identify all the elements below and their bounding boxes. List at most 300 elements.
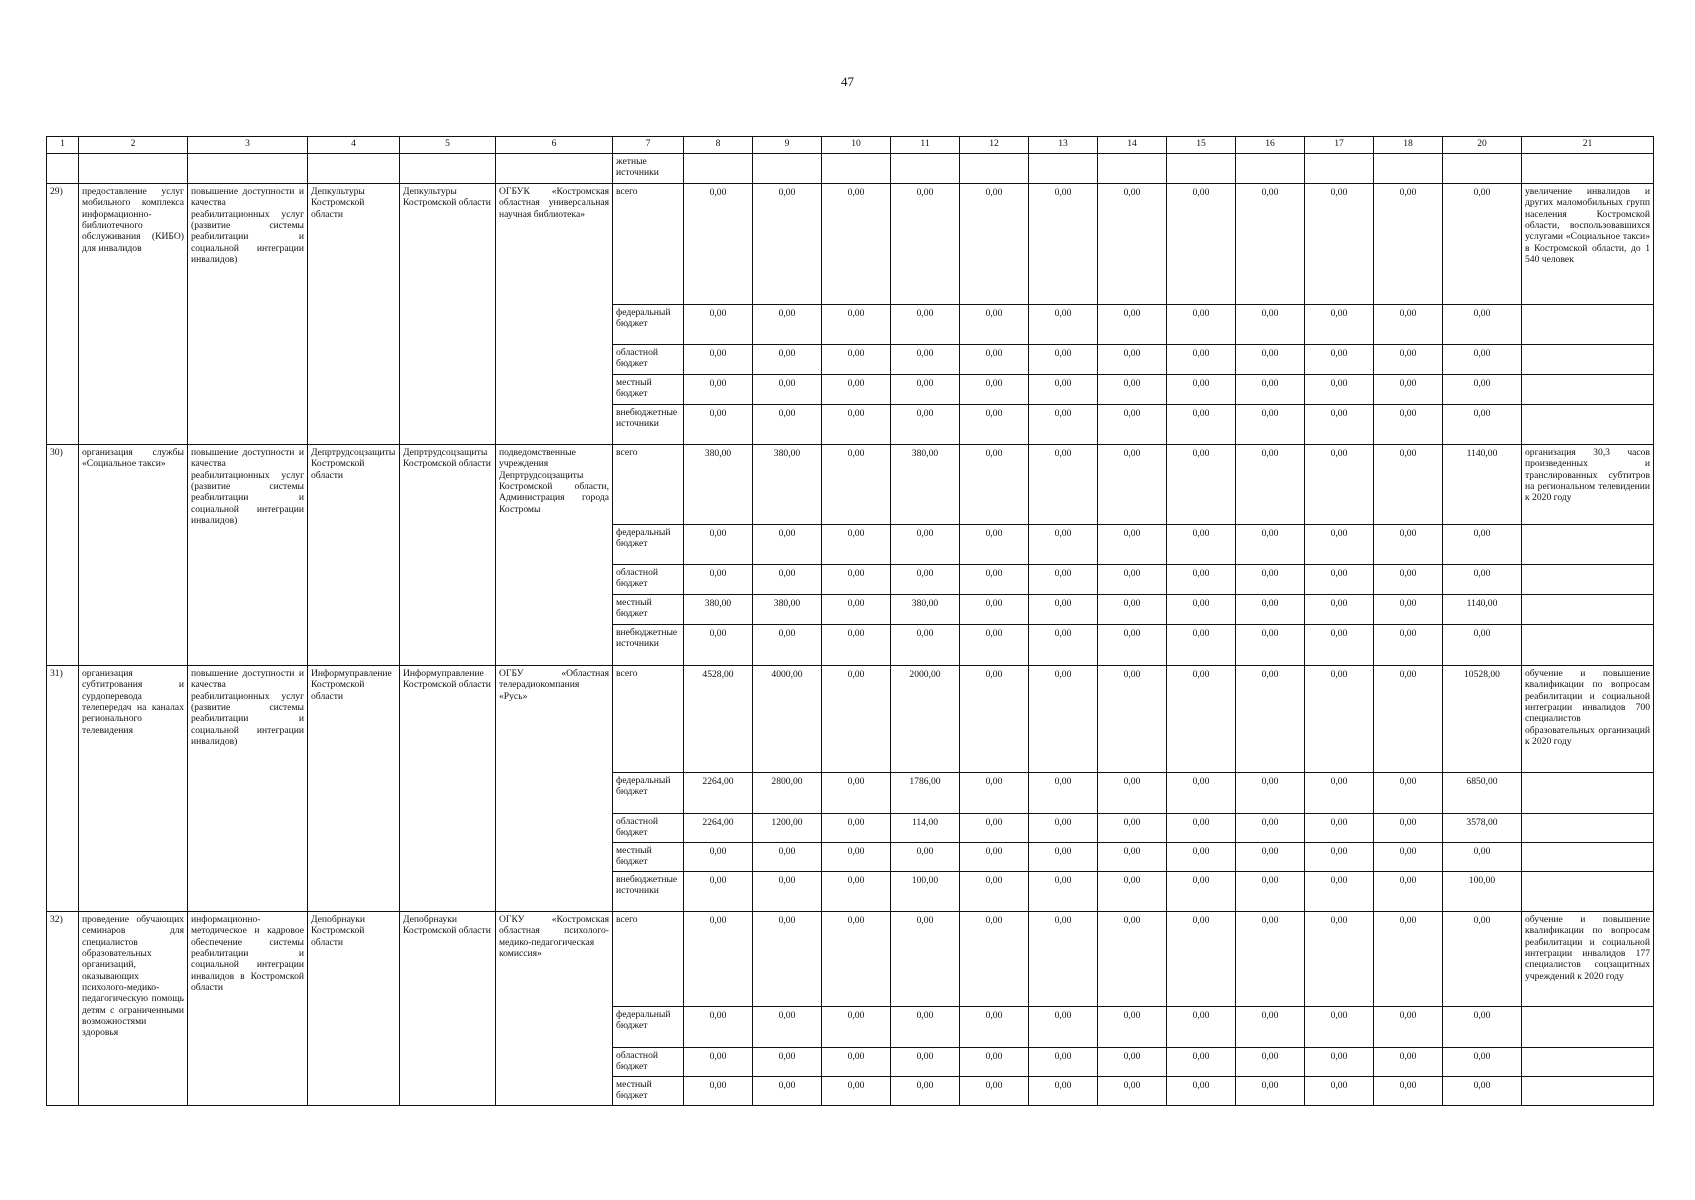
amount-cell: 0,00 — [822, 565, 891, 595]
funding-source-cell: местный бюджет — [613, 1077, 684, 1106]
amount-cell: 0,00 — [960, 445, 1029, 525]
amount-cell: 0,00 — [1236, 305, 1305, 345]
participant-executor: ОГБУК «Костромская областная универсальная научная библиотека» — [496, 184, 613, 445]
column-header: 1 — [47, 137, 79, 154]
empty-result-cell — [1522, 872, 1654, 912]
empty-result-cell — [1522, 565, 1654, 595]
amount-cell: 380,00 — [753, 445, 822, 525]
amount-cell: 0,00 — [822, 445, 891, 525]
amount-cell: 0,00 — [1167, 525, 1236, 565]
amount-cell: 2264,00 — [684, 773, 753, 814]
amount-cell: 0,00 — [1305, 1007, 1374, 1048]
expected-result: обучение и повышение квалификации по вопросам реабилитации и социальной интеграции инвалидов 700 специалистов образовательных организаций к 2020 году — [1522, 666, 1654, 773]
continuation-row — [47, 154, 1654, 184]
row-number: 29) — [47, 184, 79, 445]
amount-cell: 0,00 — [753, 184, 822, 305]
amount-cell: 0,00 — [684, 405, 753, 445]
amount-cell: 0,00 — [684, 375, 753, 405]
amount-cell: 0,00 — [822, 375, 891, 405]
amount-cell: 0,00 — [684, 625, 753, 666]
amount-cell: 0,00 — [684, 305, 753, 345]
amount-cell: 3578,00 — [1443, 814, 1522, 843]
table-row — [47, 912, 1654, 1007]
table-row — [47, 445, 1654, 525]
amount-cell: 0,00 — [753, 405, 822, 445]
amount-cell: 0,00 — [1236, 565, 1305, 595]
amount-cell: 0,00 — [1236, 872, 1305, 912]
funding-source-cell: областной бюджет — [613, 1048, 684, 1077]
amount-cell: 0,00 — [1236, 405, 1305, 445]
coordinator: Депкультуры Костромской области — [308, 184, 400, 445]
amount-cell: 0,00 — [1305, 912, 1374, 1007]
activity-goal: повышение доступности и качества реабилитационных услуг (развитие системы реабилитации и социальной интеграции инвалидов) — [188, 184, 308, 445]
funding-source-cell: всего — [613, 666, 684, 773]
responsible-executor: Депкультуры Костромской области — [400, 184, 496, 445]
amount-cell: 0,00 — [1029, 445, 1098, 525]
amount-cell: 0,00 — [1029, 565, 1098, 595]
amount-cell: 0,00 — [1374, 814, 1443, 843]
amount-cell: 0,00 — [1305, 305, 1374, 345]
amount-cell: 380,00 — [684, 445, 753, 525]
amount-cell: 0,00 — [1443, 1048, 1522, 1077]
amount-cell: 0,00 — [1098, 1007, 1167, 1048]
amount-cell: 0,00 — [1305, 773, 1374, 814]
amount-cell: 10528,00 — [1443, 666, 1522, 773]
funding-source-cell: федеральный бюджет — [613, 525, 684, 565]
amount-cell: 380,00 — [891, 595, 960, 625]
amount-cell: 0,00 — [1374, 184, 1443, 305]
amount-cell: 0,00 — [1098, 1077, 1167, 1106]
amount-cell: 0,00 — [1305, 445, 1374, 525]
amount-cell: 0,00 — [753, 305, 822, 345]
amount-cell: 0,00 — [1167, 1077, 1236, 1106]
amount-cell: 0,00 — [891, 1077, 960, 1106]
activity-name: организация субтитрования и сурдоперевода телепередач на каналах регионального телевидения — [79, 666, 188, 912]
amount-cell: 0,00 — [753, 625, 822, 666]
funding-source-cell: федеральный бюджет — [613, 773, 684, 814]
amount-cell: 0,00 — [1443, 345, 1522, 375]
amount-cell: 0,00 — [891, 625, 960, 666]
amount-cell: 0,00 — [1236, 1048, 1305, 1077]
amount-cell: 1786,00 — [891, 773, 960, 814]
amount-cell: 0,00 — [822, 305, 891, 345]
amount-cell: 0,00 — [1443, 565, 1522, 595]
amount-cell: 0,00 — [1236, 912, 1305, 1007]
amount-cell: 0,00 — [753, 912, 822, 1007]
empty-result-cell — [1522, 405, 1654, 445]
column-header: 12 — [960, 137, 1029, 154]
amount-cell: 0,00 — [960, 595, 1029, 625]
amount-cell: 0,00 — [753, 872, 822, 912]
funding-source-cell: внебюджетные источники — [613, 625, 684, 666]
amount-cell: 0,00 — [1098, 184, 1167, 305]
amount-cell: 0,00 — [822, 1077, 891, 1106]
amount-cell: 0,00 — [1236, 1007, 1305, 1048]
column-header: 9 — [753, 137, 822, 154]
amount-cell: 0,00 — [1167, 1048, 1236, 1077]
amount-cell: 0,00 — [1236, 445, 1305, 525]
amount-cell: 0,00 — [1167, 814, 1236, 843]
column-header: 8 — [684, 137, 753, 154]
amount-cell: 0,00 — [1443, 1077, 1522, 1106]
amount-cell: 0,00 — [1098, 843, 1167, 872]
amount-cell: 0,00 — [822, 184, 891, 305]
amount-cell: 0,00 — [1305, 625, 1374, 666]
amount-cell: 0,00 — [1305, 595, 1374, 625]
amount-cell: 0,00 — [1098, 912, 1167, 1007]
amount-cell: 0,00 — [1374, 912, 1443, 1007]
amount-cell: 0,00 — [891, 345, 960, 375]
amount-cell: 0,00 — [753, 1077, 822, 1106]
amount-cell: 0,00 — [1305, 525, 1374, 565]
amount-cell: 0,00 — [1236, 345, 1305, 375]
amount-cell: 0,00 — [822, 843, 891, 872]
amount-cell: 0,00 — [753, 375, 822, 405]
column-header: 13 — [1029, 137, 1098, 154]
participant-executor: ОГБУ «Областная телерадиокомпания «Русь» — [496, 666, 613, 912]
amount-cell: 0,00 — [822, 1048, 891, 1077]
amount-cell: 0,00 — [1029, 375, 1098, 405]
amount-cell: 0,00 — [1374, 565, 1443, 595]
row-number: 32) — [47, 912, 79, 1106]
row-number: 31) — [47, 666, 79, 912]
amount-cell: 0,00 — [822, 912, 891, 1007]
amount-cell: 0,00 — [822, 773, 891, 814]
amount-cell: 0,00 — [960, 843, 1029, 872]
funding-source-cell: внебюджетные источники — [613, 405, 684, 445]
amount-cell: 0,00 — [1374, 1048, 1443, 1077]
column-header: 15 — [1167, 137, 1236, 154]
column-number-header-row — [47, 137, 1654, 154]
amount-cell: 0,00 — [1305, 1048, 1374, 1077]
amount-cell: 0,00 — [1029, 773, 1098, 814]
amount-cell: 0,00 — [684, 872, 753, 912]
coordinator: Депртрудсоцзащиты Костромской области — [308, 445, 400, 666]
column-header: 20 — [1443, 137, 1522, 154]
table-body — [47, 154, 1654, 1106]
funding-source-cell: всего — [613, 184, 684, 305]
amount-cell: 0,00 — [1029, 345, 1098, 375]
amount-cell: 0,00 — [822, 666, 891, 773]
expected-result: увеличение инвалидов и других маломобильных групп населения Костромской области, воспользовавшихся услугами «Социальное такси» в Костромской области, до 1 540 человек — [1522, 184, 1654, 305]
amount-cell: 114,00 — [891, 814, 960, 843]
amount-cell: 0,00 — [1098, 525, 1167, 565]
amount-cell: 0,00 — [1443, 405, 1522, 445]
amount-cell: 0,00 — [960, 345, 1029, 375]
coordinator: Информуправление Костромской области — [308, 666, 400, 912]
amount-cell: 0,00 — [1374, 872, 1443, 912]
empty-result-cell — [1522, 305, 1654, 345]
amount-cell: 0,00 — [1098, 405, 1167, 445]
amount-cell: 0,00 — [684, 184, 753, 305]
amount-cell: 0,00 — [960, 773, 1029, 814]
funding-source-cell: областной бюджет — [613, 565, 684, 595]
amount-cell: 0,00 — [684, 525, 753, 565]
amount-cell: 0,00 — [1443, 912, 1522, 1007]
amount-cell: 0,00 — [822, 405, 891, 445]
column-header: 10 — [822, 137, 891, 154]
expected-result: организация 30,3 часов произведенных и транслированных субтитров на региональном телевидении к 2020 году — [1522, 445, 1654, 525]
amount-cell: 0,00 — [1236, 525, 1305, 565]
amount-cell: 0,00 — [1443, 525, 1522, 565]
amount-cell: 0,00 — [1098, 445, 1167, 525]
amount-cell: 0,00 — [960, 814, 1029, 843]
expected-result: обучение и повышение квалификации по вопросам реабилитации и социальной интеграции инвалидов 177 специалистов соцзащитных учреждений к 2020 году — [1522, 912, 1654, 1007]
amount-cell: 0,00 — [1167, 666, 1236, 773]
amount-cell: 0,00 — [1098, 345, 1167, 375]
column-header: 21 — [1522, 137, 1654, 154]
amount-cell: 0,00 — [1236, 625, 1305, 666]
activity-name: организация службы «Социальное такси» — [79, 445, 188, 666]
amount-cell: 0,00 — [1236, 843, 1305, 872]
column-header: 3 — [188, 137, 308, 154]
amount-cell: 0,00 — [1236, 666, 1305, 773]
amount-cell: 0,00 — [1236, 595, 1305, 625]
column-header: 11 — [891, 137, 960, 154]
amount-cell: 0,00 — [1374, 405, 1443, 445]
amount-cell: 0,00 — [1305, 843, 1374, 872]
amount-cell: 0,00 — [891, 525, 960, 565]
amount-cell: 0,00 — [1098, 595, 1167, 625]
responsible-executor: Депртрудсоцзащиты Костромской области — [400, 445, 496, 666]
amount-cell: 0,00 — [1305, 565, 1374, 595]
amount-cell: 0,00 — [684, 1048, 753, 1077]
amount-cell: 0,00 — [822, 625, 891, 666]
amount-cell: 0,00 — [684, 345, 753, 375]
amount-cell: 0,00 — [822, 872, 891, 912]
responsible-executor: Депобрнауки Костромской области — [400, 912, 496, 1106]
amount-cell: 4528,00 — [684, 666, 753, 773]
amount-cell: 0,00 — [1374, 345, 1443, 375]
amount-cell: 0,00 — [1098, 1048, 1167, 1077]
row-number: 30) — [47, 445, 79, 666]
funding-source-cell: местный бюджет — [613, 595, 684, 625]
amount-cell: 0,00 — [1167, 872, 1236, 912]
amount-cell: 0,00 — [960, 625, 1029, 666]
amount-cell: 0,00 — [960, 666, 1029, 773]
amount-cell: 2000,00 — [891, 666, 960, 773]
amount-cell: 0,00 — [1029, 405, 1098, 445]
amount-cell: 0,00 — [1029, 1077, 1098, 1106]
empty-result-cell — [1522, 525, 1654, 565]
empty-result-cell — [1522, 345, 1654, 375]
amount-cell: 0,00 — [1167, 375, 1236, 405]
amount-cell: 0,00 — [1098, 305, 1167, 345]
coordinator: Депобрнауки Костромской области — [308, 912, 400, 1106]
amount-cell: 0,00 — [1374, 525, 1443, 565]
amount-cell: 0,00 — [1236, 184, 1305, 305]
amount-cell: 0,00 — [1305, 184, 1374, 305]
amount-cell: 0,00 — [1374, 375, 1443, 405]
amount-cell: 0,00 — [891, 184, 960, 305]
funding-source-cell: областной бюджет — [613, 345, 684, 375]
amount-cell: 0,00 — [1236, 814, 1305, 843]
amount-cell: 100,00 — [1443, 872, 1522, 912]
amount-cell: 0,00 — [1305, 1077, 1374, 1106]
amount-cell: 0,00 — [1374, 666, 1443, 773]
amount-cell: 0,00 — [1305, 872, 1374, 912]
amount-cell: 0,00 — [1443, 375, 1522, 405]
amount-cell: 0,00 — [891, 565, 960, 595]
empty-result-cell — [1522, 375, 1654, 405]
amount-cell: 0,00 — [1029, 1048, 1098, 1077]
amount-cell: 0,00 — [753, 565, 822, 595]
amount-cell: 0,00 — [1305, 405, 1374, 445]
column-header: 16 — [1236, 137, 1305, 154]
page-number: 47 — [841, 74, 854, 89]
amount-cell: 0,00 — [1305, 666, 1374, 773]
amount-cell: 0,00 — [1098, 666, 1167, 773]
amount-cell: 0,00 — [822, 814, 891, 843]
column-header: 18 — [1374, 137, 1443, 154]
amount-cell: 0,00 — [960, 565, 1029, 595]
amount-cell: 100,00 — [891, 872, 960, 912]
amount-cell: 0,00 — [1098, 375, 1167, 405]
amount-cell: 0,00 — [1029, 912, 1098, 1007]
amount-cell: 0,00 — [1029, 184, 1098, 305]
amount-cell: 0,00 — [1236, 375, 1305, 405]
amount-cell: 0,00 — [1305, 375, 1374, 405]
column-header: 2 — [79, 137, 188, 154]
amount-cell: 0,00 — [960, 525, 1029, 565]
amount-cell: 0,00 — [891, 405, 960, 445]
amount-cell: 0,00 — [822, 1007, 891, 1048]
activity-goal: повышение доступности и качества реабилитационных услуг (развитие системы реабилитации и социальной интеграции инвалидов) — [188, 666, 308, 912]
amount-cell: 0,00 — [684, 912, 753, 1007]
amount-cell: 0,00 — [1374, 1077, 1443, 1106]
program-activities-table — [46, 136, 1654, 1106]
table-row — [47, 184, 1654, 305]
amount-cell: 0,00 — [1443, 625, 1522, 666]
activity-goal: повышение доступности и качества реабилитационных услуг (развитие системы реабилитации и социальной интеграции инвалидов) — [188, 445, 308, 666]
amount-cell: 2800,00 — [753, 773, 822, 814]
amount-cell: 0,00 — [1029, 525, 1098, 565]
empty-result-cell — [1522, 814, 1654, 843]
column-header: 7 — [613, 137, 684, 154]
amount-cell: 0,00 — [753, 1048, 822, 1077]
amount-cell: 0,00 — [684, 1007, 753, 1048]
amount-cell: 0,00 — [1236, 773, 1305, 814]
amount-cell: 0,00 — [1167, 843, 1236, 872]
column-header: 17 — [1305, 137, 1374, 154]
amount-cell: 0,00 — [1029, 872, 1098, 912]
amount-cell: 0,00 — [1236, 1077, 1305, 1106]
amount-cell: 0,00 — [1029, 625, 1098, 666]
empty-result-cell — [1522, 595, 1654, 625]
amount-cell: 0,00 — [822, 525, 891, 565]
funding-source-cell: федеральный бюджет — [613, 305, 684, 345]
amount-cell: 0,00 — [1305, 814, 1374, 843]
amount-cell: 0,00 — [1374, 843, 1443, 872]
amount-cell: 1140,00 — [1443, 445, 1522, 525]
amount-cell: 0,00 — [1167, 565, 1236, 595]
activity-name: предоставление услуг мобильного комплекса информационно-библиотечного обслуживания (КИБО) для инвалидов — [79, 184, 188, 445]
amount-cell: 0,00 — [1098, 872, 1167, 912]
amount-cell: 0,00 — [1098, 565, 1167, 595]
empty-result-cell — [1522, 1048, 1654, 1077]
amount-cell: 0,00 — [1374, 773, 1443, 814]
table-row — [47, 666, 1654, 773]
amount-cell: 0,00 — [1167, 184, 1236, 305]
amount-cell: 0,00 — [684, 565, 753, 595]
amount-cell: 0,00 — [891, 375, 960, 405]
amount-cell: 0,00 — [1374, 1007, 1443, 1048]
amount-cell: 0,00 — [960, 1048, 1029, 1077]
activity-goal: информационно-методическое и кадровое обеспечение системы реабилитации и социальной интеграции инвалидов в Костромской области — [188, 912, 308, 1106]
amount-cell: 0,00 — [1098, 773, 1167, 814]
amount-cell: 0,00 — [1167, 1007, 1236, 1048]
amount-cell: 0,00 — [1167, 305, 1236, 345]
amount-cell: 380,00 — [753, 595, 822, 625]
amount-cell: 0,00 — [684, 843, 753, 872]
amount-cell: 0,00 — [960, 184, 1029, 305]
participant-executor: ОГКУ «Костромская областная психолого-медико-педагогическая комиссия» — [496, 912, 613, 1106]
amount-cell: 0,00 — [960, 1077, 1029, 1106]
amount-cell: 0,00 — [822, 345, 891, 375]
funding-source-cell: внебюджетные источники — [613, 872, 684, 912]
amount-cell: 0,00 — [1098, 625, 1167, 666]
amount-cell: 0,00 — [1098, 814, 1167, 843]
amount-cell: 0,00 — [891, 1048, 960, 1077]
amount-cell: 0,00 — [1029, 814, 1098, 843]
amount-cell: 0,00 — [753, 843, 822, 872]
amount-cell: 0,00 — [960, 1007, 1029, 1048]
amount-cell: 0,00 — [1167, 595, 1236, 625]
amount-cell: 0,00 — [822, 595, 891, 625]
amount-cell: 0,00 — [960, 305, 1029, 345]
amount-cell: 2264,00 — [684, 814, 753, 843]
amount-cell: 0,00 — [1167, 625, 1236, 666]
amount-cell: 0,00 — [1167, 773, 1236, 814]
funding-source-cell: местный бюджет — [613, 843, 684, 872]
amount-cell: 1200,00 — [753, 814, 822, 843]
amount-cell: 0,00 — [1443, 184, 1522, 305]
amount-cell: 0,00 — [1029, 1007, 1098, 1048]
amount-cell: 0,00 — [1443, 305, 1522, 345]
amount-cell: 0,00 — [891, 305, 960, 345]
amount-cell: 0,00 — [960, 912, 1029, 1007]
column-header: 6 — [496, 137, 613, 154]
funding-source-cell: всего — [613, 445, 684, 525]
amount-cell: 0,00 — [753, 525, 822, 565]
amount-cell: 0,00 — [1167, 445, 1236, 525]
funding-source-cell: областной бюджет — [613, 814, 684, 843]
amount-cell: 0,00 — [1029, 843, 1098, 872]
amount-cell: 0,00 — [1167, 405, 1236, 445]
empty-result-cell — [1522, 1077, 1654, 1106]
empty-result-cell — [1522, 625, 1654, 666]
funding-source-cell: всего — [613, 912, 684, 1007]
amount-cell: 0,00 — [891, 1007, 960, 1048]
amount-cell: 0,00 — [1167, 345, 1236, 375]
amount-cell: 0,00 — [1374, 595, 1443, 625]
amount-cell: 0,00 — [960, 872, 1029, 912]
activity-name: проведение обучающих семинаров для специалистов образовательных организаций, оказывающих психолого-медико-педагогическую помощь детям с ограниченными возможностями здоровья — [79, 912, 188, 1106]
amount-cell: 1140,00 — [1443, 595, 1522, 625]
amount-cell: 0,00 — [1374, 305, 1443, 345]
amount-cell: 0,00 — [960, 375, 1029, 405]
empty-result-cell — [1522, 843, 1654, 872]
responsible-executor: Информуправление Костромской области — [400, 666, 496, 912]
amount-cell: 4000,00 — [753, 666, 822, 773]
amount-cell: 0,00 — [1029, 666, 1098, 773]
amount-cell: 0,00 — [1374, 625, 1443, 666]
amount-cell: 6850,00 — [1443, 773, 1522, 814]
participant-executor: подведомственные учреждения Депртрудсоцзащиты Костромской области, Администрация города Костромы — [496, 445, 613, 666]
column-header: 14 — [1098, 137, 1167, 154]
amount-cell: 0,00 — [684, 1077, 753, 1106]
amount-cell: 0,00 — [891, 843, 960, 872]
